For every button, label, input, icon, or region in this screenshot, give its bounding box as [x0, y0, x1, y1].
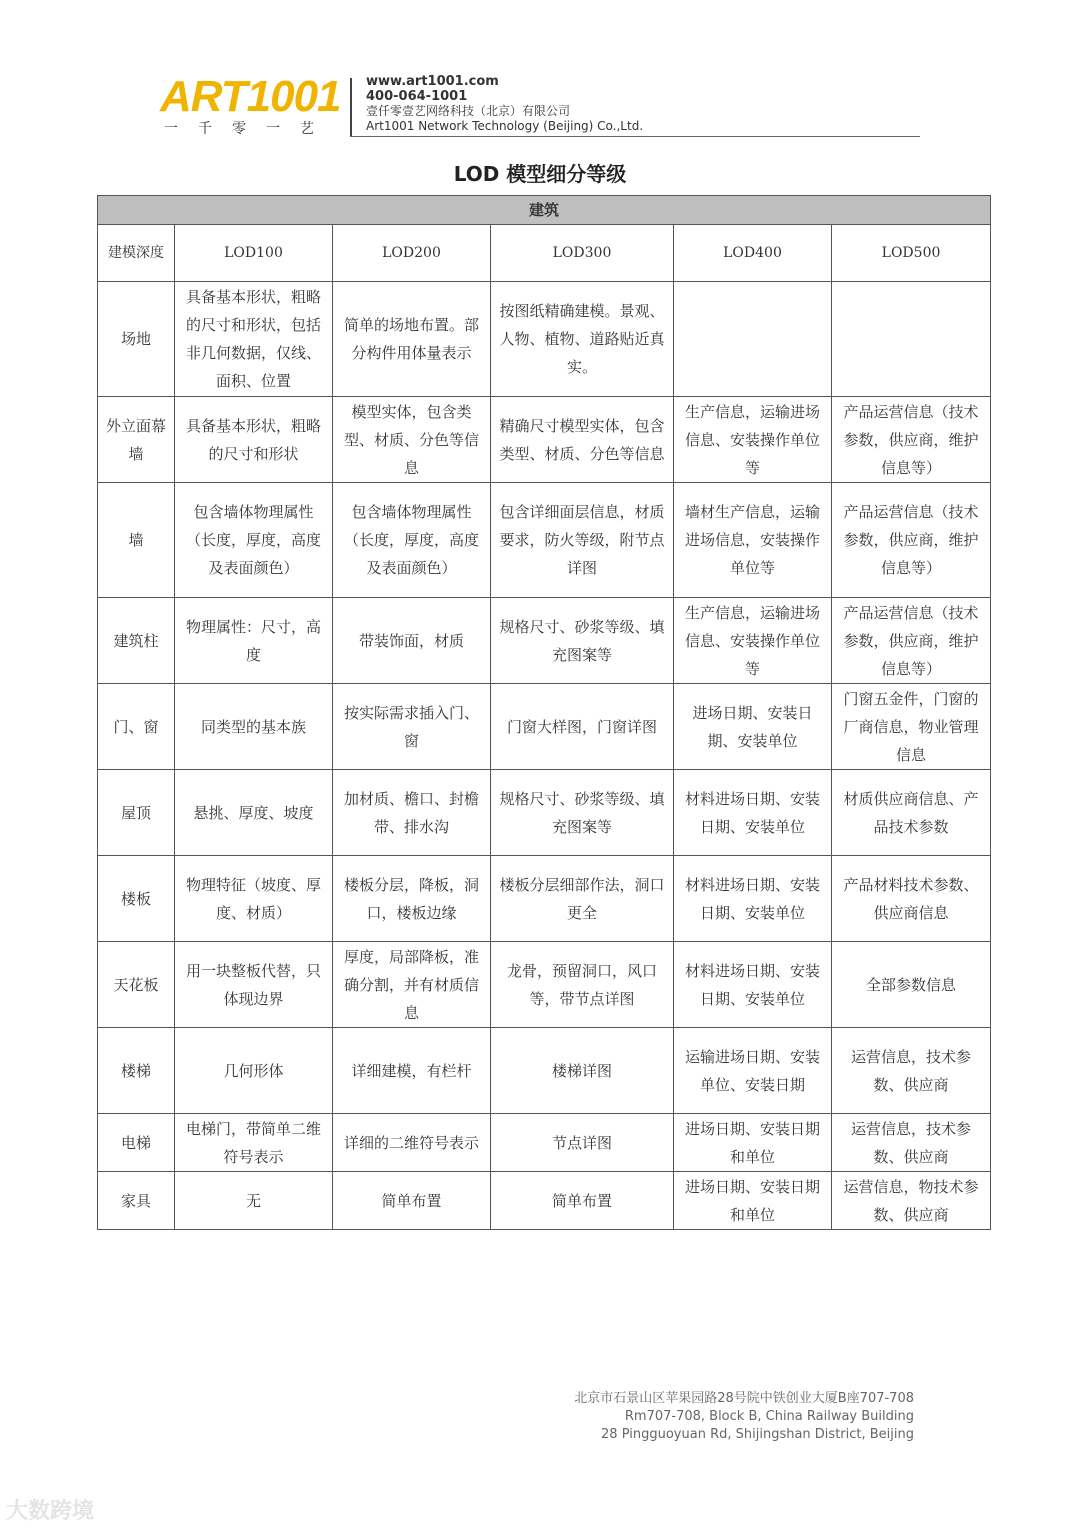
header-rule [350, 136, 920, 137]
table-cell: 墙材生产信息，运输进场信息，安装操作单位等 [674, 483, 832, 598]
table-row [98, 483, 991, 598]
table-cell: 门窗五金件，门窗的厂商信息，物业管理信息 [832, 684, 991, 770]
table-cell: 材料进场日期、安装日期、安装单位 [674, 942, 832, 1028]
table-cell: 包含详细面层信息，材质要求，防火等级，附节点详图 [491, 483, 674, 598]
table-cell: 精确尺寸模型实体，包含类型、材质、分色等信息 [491, 397, 674, 483]
row-header: 场地 [98, 282, 175, 397]
column-header: LOD400 [674, 225, 832, 282]
page-header [160, 72, 920, 138]
column-header: 建模深度 [98, 225, 175, 282]
row-header: 建筑柱 [98, 598, 175, 684]
table-row [98, 856, 991, 942]
table-row [98, 1028, 991, 1114]
table-cell: 同类型的基本族 [175, 684, 333, 770]
column-header: LOD200 [333, 225, 491, 282]
column-header: LOD500 [832, 225, 991, 282]
table-row [98, 1172, 991, 1230]
table-cell: 进场日期、安装日期和单位 [674, 1172, 832, 1230]
address-en-line1: Rm707-708, Block B, China Railway Building [624, 1409, 914, 1424]
company-name-en: Art1001 Network Technology (Beijing) Co.,Ltd. [366, 119, 644, 133]
logo-subtitle: 一千零一艺 [164, 121, 334, 137]
table-cell: 材质供应商信息、产品技术参数 [832, 770, 991, 856]
table-cell: 材料进场日期、安装日期、安装单位 [674, 770, 832, 856]
table-cell: 楼板分层细部作法，洞口更全 [491, 856, 674, 942]
table-cell: 规格尺寸、砂浆等级、填充图案等 [491, 598, 674, 684]
lod-table [97, 195, 991, 1230]
table-cell: 产品材料技术参数、供应商信息 [832, 856, 991, 942]
table-cell: 无 [175, 1172, 333, 1230]
address-cn: 北京市石景山区苹果园路28号院中铁创业大厦B座707-708 [574, 1391, 914, 1406]
table-cell: 几何形体 [175, 1028, 333, 1114]
table-cell: 材料进场日期、安装日期、安装单位 [674, 856, 832, 942]
table-cell: 详细建模，有栏杆 [333, 1028, 491, 1114]
column-header: LOD300 [491, 225, 674, 282]
table-cell: 运营信息，技术参数、供应商 [832, 1114, 991, 1172]
phone-number: 400-064-1001 [366, 89, 468, 104]
section-header: 建筑 [98, 196, 991, 225]
row-header: 天花板 [98, 942, 175, 1028]
table-cell: 楼板分层，降板，洞口，楼板边缘 [333, 856, 491, 942]
table-row [98, 942, 991, 1028]
watermark: 大数跨境 [6, 1499, 95, 1524]
company-name-cn: 壹仟零壹艺网络科技（北京）有限公司 [366, 104, 571, 118]
logo-mark: ART1001 [160, 72, 341, 121]
table-cell: 产品运营信息（技术参数，供应商，维护信息等） [832, 598, 991, 684]
table-cell: 简单布置 [333, 1172, 491, 1230]
table-row [98, 282, 991, 397]
table-cell: 带装饰面，材质 [333, 598, 491, 684]
table-cell: 全部参数信息 [832, 942, 991, 1028]
table-cell: 节点详图 [491, 1114, 674, 1172]
table-cell: 包含墙体物理属性（长度，厚度，高度及表面颜色） [175, 483, 333, 598]
column-header-row [98, 225, 991, 282]
table-cell: 详细的二维符号表示 [333, 1114, 491, 1172]
table-cell: 悬挑、厚度、坡度 [175, 770, 333, 856]
website-link[interactable]: www.art1001.com [366, 74, 499, 89]
row-header: 家具 [98, 1172, 175, 1230]
table-cell: 电梯门，带简单二维符号表示 [175, 1114, 333, 1172]
table-row [98, 770, 991, 856]
document-title: LOD 模型细分等级 [453, 162, 627, 186]
table-row [98, 598, 991, 684]
table-cell: 具备基本形状，粗略的尺寸和形状 [175, 397, 333, 483]
table-cell: 具备基本形状，粗略的尺寸和形状，包括非几何数据，仅线、面积、位置 [175, 282, 333, 397]
row-header: 外立面幕墙 [98, 397, 175, 483]
company-logo [160, 72, 340, 138]
table-cell: 简单的场地布置。部分构件用体量表示 [333, 282, 491, 397]
table-cell: 进场日期、安装日期、安装单位 [674, 684, 832, 770]
table-cell: 进场日期、安装日期和单位 [674, 1114, 832, 1172]
address-en-line2: 28 Pingguoyuan Rd, Shijingshan District, Beijing [601, 1427, 914, 1442]
table-cell: 包含墙体物理属性（长度，厚度，高度及表面颜色） [333, 483, 491, 598]
table-cell: 厚度，局部降板，准确分割，并有材质信息 [333, 942, 491, 1028]
table-cell: 运营信息，技术参数、供应商 [832, 1028, 991, 1114]
table-cell: 门窗大样图，门窗详图 [491, 684, 674, 770]
table-cell: 产品运营信息（技术参数，供应商，维护信息等） [832, 397, 991, 483]
table-cell: 物理特征（坡度、厚度、材质） [175, 856, 333, 942]
table-cell: 规格尺寸、砂浆等级、填充图案等 [491, 770, 674, 856]
row-header: 楼梯 [98, 1028, 175, 1114]
row-header: 屋顶 [98, 770, 175, 856]
table-cell: 物理属性：尺寸，高度 [175, 598, 333, 684]
table-cell: 加材质、檐口、封檐带、排水沟 [333, 770, 491, 856]
page-footer [574, 1390, 914, 1444]
row-header: 楼板 [98, 856, 175, 942]
table-cell: 按实际需求插入门、窗 [333, 684, 491, 770]
table-cell: 简单布置 [491, 1172, 674, 1230]
row-header: 墙 [98, 483, 175, 598]
header-divider [350, 78, 352, 136]
table-cell: 产品运营信息（技术参数，供应商，维护信息等） [832, 483, 991, 598]
row-header: 门、窗 [98, 684, 175, 770]
column-header: LOD100 [175, 225, 333, 282]
table-cell: 按图纸精确建模。景观、人物、植物、道路贴近真实。 [491, 282, 674, 397]
table-cell: 用一块整板代替，只体现边界 [175, 942, 333, 1028]
row-header: 电梯 [98, 1114, 175, 1172]
table-cell: 运营信息，物技术参数、供应商 [832, 1172, 991, 1230]
company-info [366, 74, 643, 134]
table-cell: 模型实体，包含类型、材质、分色等信息 [333, 397, 491, 483]
table-row [98, 1114, 991, 1172]
table-cell: 运输进场日期、安装单位、安装日期 [674, 1028, 832, 1114]
table-cell [832, 282, 991, 397]
table-row [98, 397, 991, 483]
table-cell: 生产信息，运输进场信息、安装操作单位等 [674, 598, 832, 684]
table-cell: 楼梯详图 [491, 1028, 674, 1114]
table-cell: 生产信息，运输进场信息、安装操作单位等 [674, 397, 832, 483]
table-cell: 龙骨，预留洞口，风口等，带节点详图 [491, 942, 674, 1028]
table-cell [674, 282, 832, 397]
table-row [98, 684, 991, 770]
